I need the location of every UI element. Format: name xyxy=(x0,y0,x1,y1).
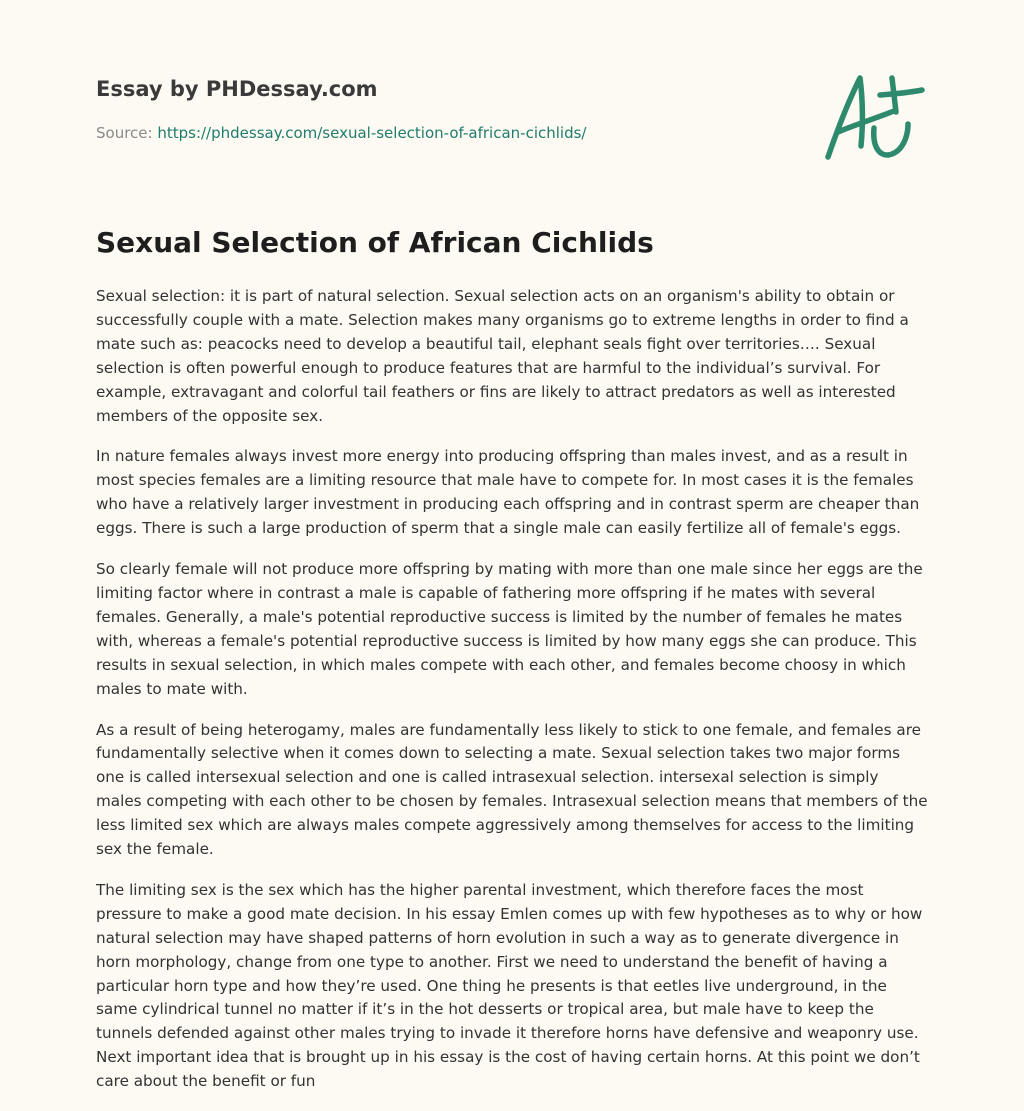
a-plus-icon xyxy=(816,66,928,166)
essay-paragraph: In nature females always invest more energy into producing offspring than males invest, and as a result in most species females are a limiting resource that male have to compete for. In most cases it is the females who have a relatively larger investment in producing each offspring and in contrast sperm are cheaper than eggs. There is such a large production of sperm that a single male can easily fertilize all of female's eggs. xyxy=(96,447,920,538)
essay-paragraph: As a result of being heterogamy, males are fundamentally less likely to stick to one female, and females are fundamentally selective when it comes down to selecting a mate. Sexual selection takes two major forms one is called intersexual selection and one is called intrasexual selection. intersexal selection is simply males competing with each other to be chosen by females. Intrasexual selection means that members of the less limited sex which are always males compete aggressively among themselves for access to the limiting sex the female. xyxy=(96,720,928,859)
source-line xyxy=(96,124,586,142)
source-link[interactable]: https://phdessay.com/sexual-selection-of-african-cichlids/ xyxy=(157,124,587,142)
essay-paragraph: The limiting sex is the sex which has the higher parental investment, which therefore faces the most pressure to make a good mate decision. In his essay Emlen comes up with few hypotheses as to why or how natural selection may have shaped patterns of horn evolution in such a way as to generate divergence in horn morphology, change from one type to another. First we need to understand the benefit of having a particular horn type and how they’re used. One thing he presents is that eetles live underground, in the same cylindrical tunnel no matter if it’s in the hot desserts or tropical area, but male have to keep the tunnels defended against other males trying to invade it therefore horns have defensive and weaponry use. Next important idea that is brought up in his essay is the cost of having certain horns. At this point we don’t care about the benefit or fun xyxy=(96,880,923,1091)
source-label: Source: xyxy=(96,124,158,142)
essay-body xyxy=(96,285,928,1111)
essay-paragraph: So clearly female will not produce more offspring by mating with more than one male since her eggs are the limiting factor where in contrast a male is capable of fathering more offspring if he mates with several females. Generally, a male's potential reproductive success is limited by the number of females he mates with, whereas a female's potential reproductive success is limited by how many eggs she can produce. This results in sexual selection, in which males compete with each other, and females become choosy in which males to mate with. xyxy=(96,560,923,698)
essay-paragraph: Sexual selection: it is part of natural selection. Sexual selection acts on an organism's ability to obtain or successfully couple with a mate. Selection makes many organisms go to extreme lengths in order to find a mate such as: peacocks need to develop a beautiful tail, elephant seals fight over territories…. Sexual selection is often powerful enough to produce features that are harmful to the individual’s survival. For example, extravagant and colorful tail feathers or fins are likely to attract predators as well as interested members of the opposite sex. xyxy=(96,287,909,425)
site-brand: Essay by PHDessay.com xyxy=(96,77,378,101)
essay-title: Sexual Selection of African Cichlids xyxy=(96,226,654,259)
